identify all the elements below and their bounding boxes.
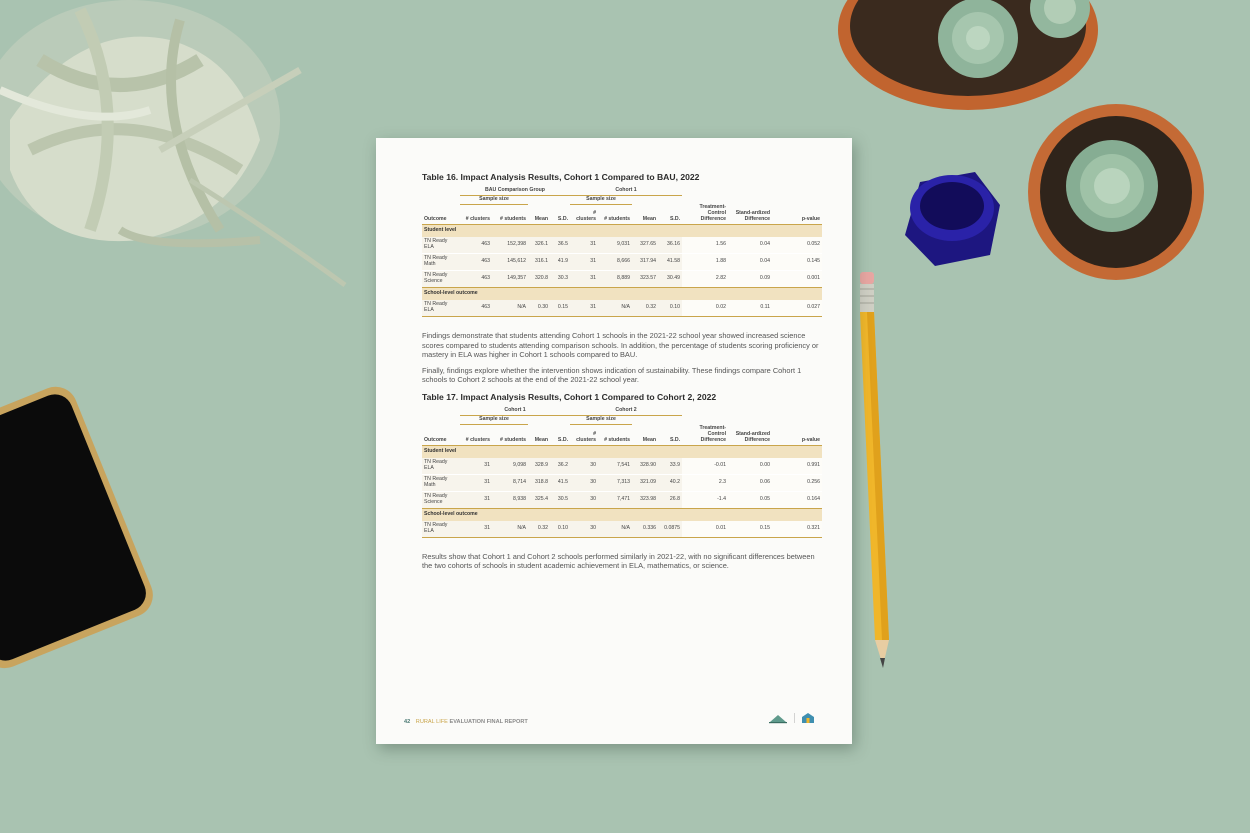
table-row (422, 300, 822, 317)
table-cell: 463 (460, 300, 492, 317)
sustainability-paragraph: Finally, findings explore whether the intervention shows indication of sustainability. These findings compare Cohort 1 schools to Cohort 2 schools at the end of the 2021-22 school year. (422, 365, 802, 384)
table-cell: 0.11 (728, 300, 772, 317)
results-paragraph: Results show that Cohort 1 and Cohort 2 schools performed similarly in 2021-22, with no significant differences between the two cohorts of schools in student academic achievement in ELA, mathematics, or science. (422, 551, 815, 571)
table17-header-row (422, 425, 822, 445)
table-cell: 36.2 (550, 458, 570, 475)
table-cell: N/A (598, 521, 632, 538)
table-cell: 41.58 (658, 254, 682, 271)
report-page (376, 138, 852, 744)
table-cell: 30.49 (658, 271, 682, 288)
table16-group-row (422, 187, 822, 195)
table-row (422, 271, 822, 288)
row-label: TN Ready Science (422, 271, 460, 288)
table17-sample-b: Sample size (570, 416, 632, 425)
table-cell: 31 (460, 491, 492, 508)
table-cell: 0.04 (728, 237, 772, 254)
col-header: S.D. (550, 204, 570, 224)
succulent-pot-right (1028, 104, 1204, 280)
row-label: TN Ready Math (422, 474, 460, 491)
table-cell: 145,612 (492, 254, 528, 271)
report-name-prefix: RURAL LIFE (415, 719, 448, 725)
table-cell: 0.10 (658, 300, 682, 317)
row-label: TN Ready ELA (422, 458, 460, 475)
col-header: Stand-ardized Difference (728, 425, 772, 445)
page-number: 42 (404, 719, 411, 725)
col-header: # students (492, 425, 528, 445)
table16-group-a: BAU Comparison Group (460, 187, 570, 195)
table-cell: 323.57 (632, 271, 658, 288)
section-label: Student level (422, 225, 822, 238)
table-row (422, 491, 822, 508)
table-cell: 0.06 (728, 474, 772, 491)
table-cell: 0.027 (772, 300, 822, 317)
col-header: p-value (772, 425, 822, 445)
row-label: TN Ready ELA (422, 237, 460, 254)
col-header: Stand-ardized Difference (728, 204, 772, 224)
table-cell: 31 (460, 474, 492, 491)
table17-sample-a: Sample size (460, 416, 528, 425)
table-row (422, 521, 822, 538)
table-cell: 9,098 (492, 458, 528, 475)
table16-sample-b: Sample size (570, 195, 632, 204)
section-label: School-level outcome (422, 508, 822, 521)
table-cell: 0.30 (528, 300, 550, 317)
table-cell: 0.05 (728, 491, 772, 508)
table-section-header (422, 445, 822, 458)
table-cell: 7,313 (598, 474, 632, 491)
table16-sample-row (422, 195, 822, 204)
table-cell: 321.09 (632, 474, 658, 491)
table-cell: 317.94 (632, 254, 658, 271)
col-header: Mean (632, 204, 658, 224)
table-cell: 323.98 (632, 491, 658, 508)
table-cell: -1.4 (682, 491, 728, 508)
table-row (422, 458, 822, 475)
table-cell: 0.09 (728, 271, 772, 288)
col-header: Treatment-Control Difference (682, 425, 728, 445)
table-cell: 328.90 (632, 458, 658, 475)
pencil (860, 272, 889, 668)
col-header: S.D. (658, 204, 682, 224)
col-header: # students (598, 204, 632, 224)
table17-group-row (422, 407, 822, 415)
table-cell: 463 (460, 271, 492, 288)
table-cell: 7,471 (598, 491, 632, 508)
table-cell: 33.9 (658, 458, 682, 475)
table-cell: 30 (570, 521, 598, 538)
table-cell: N/A (492, 521, 528, 538)
table17-group-a: Cohort 1 (460, 407, 570, 415)
table-cell: 325.4 (528, 491, 550, 508)
table-cell: 463 (460, 237, 492, 254)
succulent-pot-top (838, 0, 1098, 110)
table-cell: 0.0875 (658, 521, 682, 538)
table-cell: 26.8 (658, 491, 682, 508)
table-cell: 36.16 (658, 237, 682, 254)
ink-bottle (905, 172, 1000, 266)
table-cell: 7,541 (598, 458, 632, 475)
page-footer (404, 719, 528, 725)
page-content (422, 172, 822, 577)
table-cell: N/A (492, 300, 528, 317)
table-cell: 0.15 (550, 300, 570, 317)
table-cell: 0.321 (772, 521, 822, 538)
row-label: TN Ready ELA (422, 300, 460, 317)
table-cell: 2.3 (682, 474, 728, 491)
section-label: Student level (422, 445, 822, 458)
table-cell: 0.256 (772, 474, 822, 491)
col-header: p-value (772, 204, 822, 224)
table-cell: 31 (460, 458, 492, 475)
phone (0, 380, 160, 675)
table-cell: 463 (460, 254, 492, 271)
row-label: TN Ready Math (422, 254, 460, 271)
mountain-logo-icon (769, 715, 787, 723)
table-cell: 36.5 (550, 237, 570, 254)
table16 (422, 187, 822, 317)
table-cell: 2.82 (682, 271, 728, 288)
table17 (422, 407, 822, 537)
table-cell: 1.56 (682, 237, 728, 254)
col-header: # clusters (460, 204, 492, 224)
table-cell: 0.336 (632, 521, 658, 538)
table-row (422, 254, 822, 271)
footer-logos (768, 712, 818, 724)
table16-group-b: Cohort 1 (570, 187, 682, 195)
col-header: S.D. (550, 425, 570, 445)
table-cell: 0.052 (772, 237, 822, 254)
table-cell: 0.164 (772, 491, 822, 508)
table17-title: Table 17. Impact Analysis Results, Cohort 1 Compared to Cohort 2, 2022 (422, 392, 717, 403)
table17-group-b: Cohort 2 (570, 407, 682, 415)
table-cell: 318.8 (528, 474, 550, 491)
table-cell: 0.00 (728, 458, 772, 475)
table-cell: 0.32 (528, 521, 550, 538)
col-header: Mean (528, 204, 550, 224)
table-cell: 31 (460, 521, 492, 538)
table-cell: 0.01 (682, 521, 728, 538)
table-cell: 8,889 (598, 271, 632, 288)
table-cell: N/A (598, 300, 632, 317)
table-cell: 30.5 (550, 491, 570, 508)
col-header: Outcome (422, 425, 460, 445)
table-cell: -0.01 (682, 458, 728, 475)
table-cell: 40.2 (658, 474, 682, 491)
table-cell: 8,714 (492, 474, 528, 491)
table-row (422, 237, 822, 254)
table-cell: 152,398 (492, 237, 528, 254)
table-cell: 9,031 (598, 237, 632, 254)
table-cell: 0.02 (682, 300, 728, 317)
row-label: TN Ready ELA (422, 521, 460, 538)
col-header: # clusters (570, 425, 598, 445)
table-cell: 0.04 (728, 254, 772, 271)
table-cell: 149,357 (492, 271, 528, 288)
table-cell: 320.8 (528, 271, 550, 288)
table-cell: 30 (570, 474, 598, 491)
table-row (422, 474, 822, 491)
table-cell: 41.5 (550, 474, 570, 491)
col-header: # students (598, 425, 632, 445)
table-cell: 326.1 (528, 237, 550, 254)
table-cell: 0.991 (772, 458, 822, 475)
col-header: Treatment-Control Difference (682, 204, 728, 224)
table-cell: 0.145 (772, 254, 822, 271)
table-cell: 31 (570, 271, 598, 288)
table16-sample-a: Sample size (460, 195, 528, 204)
col-header: # clusters (570, 204, 598, 224)
house-logo-icon (802, 713, 814, 723)
air-plant (0, 0, 345, 285)
table-cell: 8,938 (492, 491, 528, 508)
report-name-suffix: EVALUATION FINAL REPORT (449, 719, 528, 725)
table-cell: 30.3 (550, 271, 570, 288)
table-cell: 1.88 (682, 254, 728, 271)
table-section-header (422, 288, 822, 301)
table-cell: 327.65 (632, 237, 658, 254)
table-cell: 0.10 (550, 521, 570, 538)
table16-title: Table 16. Impact Analysis Results, Cohort 1 Compared to BAU, 2022 (422, 172, 700, 182)
col-header: Mean (528, 425, 550, 445)
table-cell: 328.9 (528, 458, 550, 475)
table-section-header (422, 508, 822, 521)
table-cell: 0.001 (772, 271, 822, 288)
table-section-header (422, 225, 822, 238)
table-cell: 30 (570, 491, 598, 508)
table-cell: 0.15 (728, 521, 772, 538)
col-header: # students (492, 204, 528, 224)
table-cell: 41.9 (550, 254, 570, 271)
table-cell: 30 (570, 458, 598, 475)
table16-header-row (422, 204, 822, 224)
row-label: TN Ready Science (422, 491, 460, 508)
table-cell: 0.32 (632, 300, 658, 317)
table-cell: 316.1 (528, 254, 550, 271)
col-header: Outcome (422, 204, 460, 224)
col-header: # clusters (460, 425, 492, 445)
col-header: Mean (632, 425, 658, 445)
table-cell: 31 (570, 300, 598, 317)
table-cell: 31 (570, 254, 598, 271)
table-cell: 31 (570, 237, 598, 254)
findings-paragraph: Findings demonstrate that students attending Cohort 1 schools in the 2021-22 school year showed increased science scores compared to students attending comparison schools. In addition, the percentage of students scoring proficiency or mastery in ELA was higher in Cohort 1 schools compared to BAU. (422, 331, 819, 360)
col-header: S.D. (658, 425, 682, 445)
table-cell: 8,666 (598, 254, 632, 271)
table17-sample-row (422, 416, 822, 425)
section-label: School-level outcome (422, 288, 822, 301)
